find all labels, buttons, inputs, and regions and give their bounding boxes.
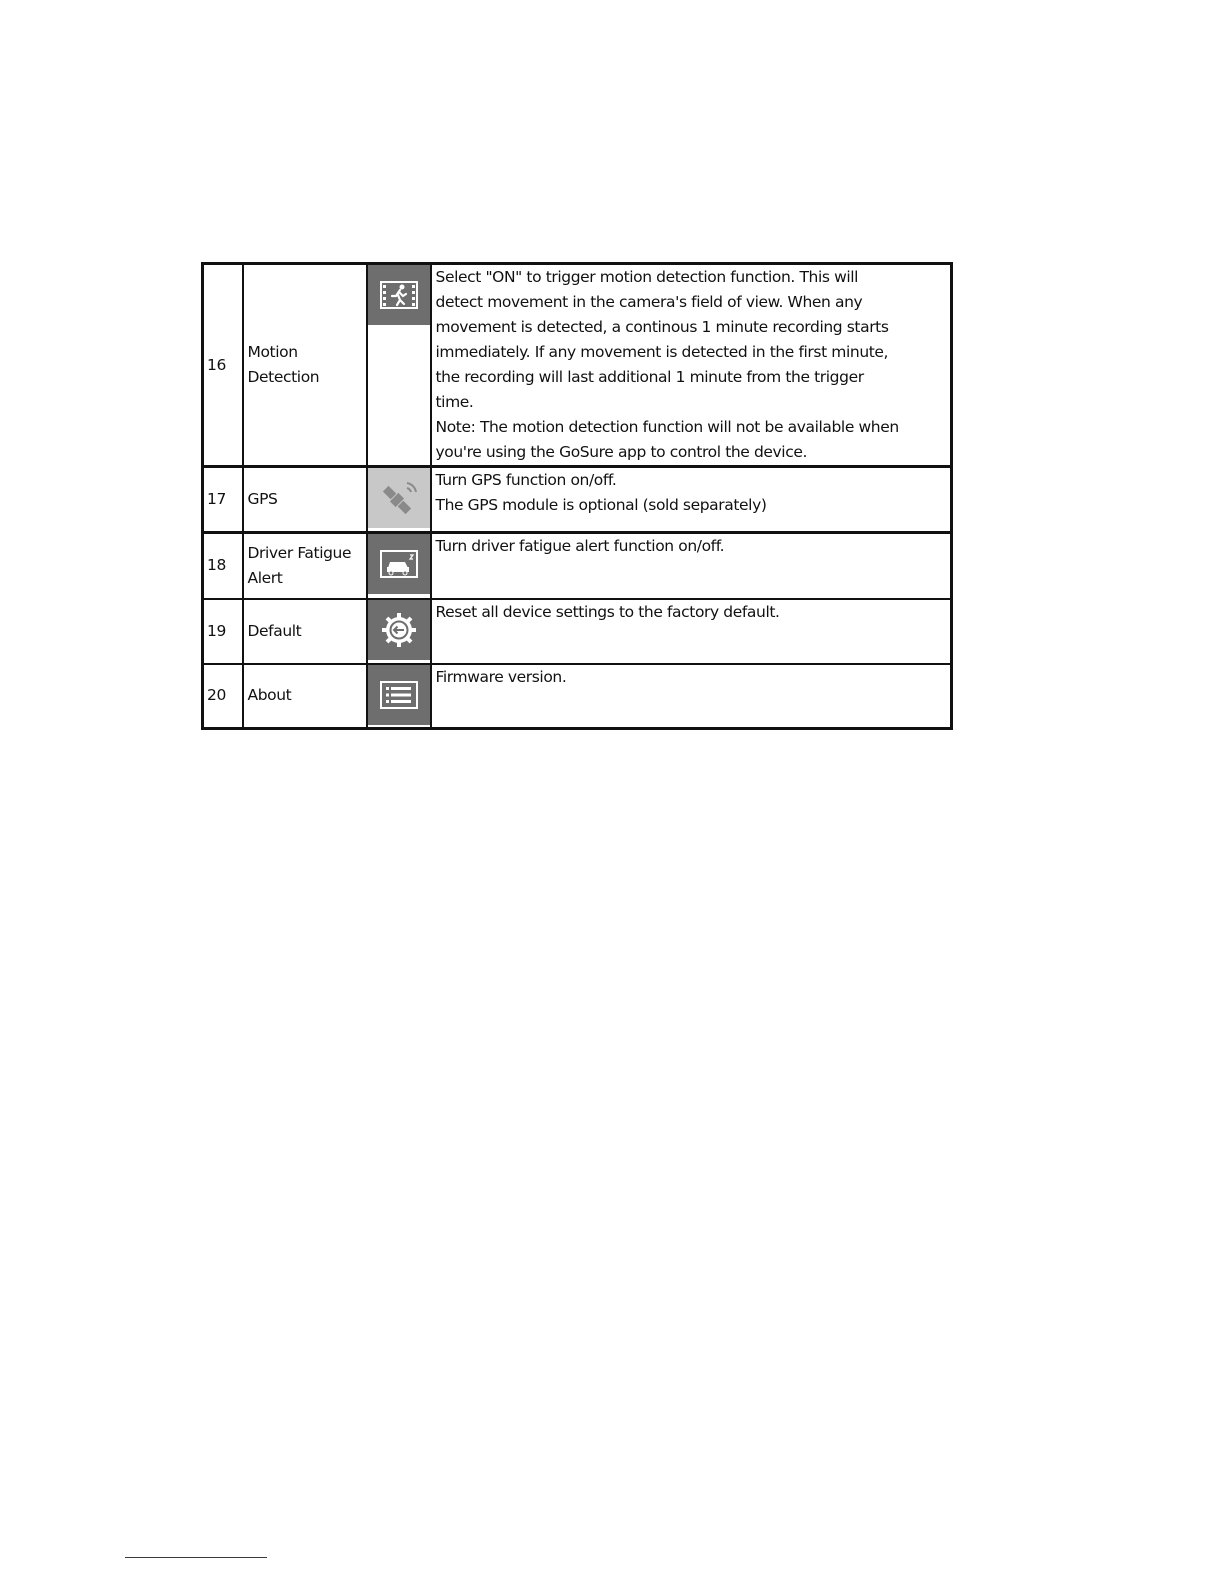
footnote-separator [125, 1557, 267, 1558]
setting-description: Turn GPS function on/off. The GPS module is optional (sold separately) [431, 467, 952, 533]
row-number: 19 [203, 599, 243, 664]
setting-description: Firmware version. [431, 664, 952, 729]
setting-description: Turn driver fatigue alert function on/off. [431, 533, 952, 599]
setting-name: Motion Detection [243, 264, 367, 467]
table-row [203, 467, 952, 533]
driver-fatigue-icon [368, 534, 430, 594]
table-row [203, 533, 952, 599]
setting-name: Default [243, 599, 367, 664]
reset-default-icon [368, 600, 430, 660]
settings-table [201, 262, 953, 730]
table-row [203, 599, 952, 664]
setting-description: Reset all device settings to the factory default. [431, 599, 952, 664]
row-number: 18 [203, 533, 243, 599]
about-list-icon [368, 665, 430, 725]
row-number: 16 [203, 264, 243, 467]
row-number: 20 [203, 664, 243, 729]
setting-name: Driver Fatigue Alert [243, 533, 367, 599]
setting-name: About [243, 664, 367, 729]
setting-name: GPS [243, 467, 367, 533]
table-row [203, 664, 952, 729]
motion-detection-icon [368, 265, 430, 325]
table-row [203, 264, 952, 467]
setting-description: Select "ON" to trigger motion detection function. This will detect movement in the camera's field of view. When any movement is detected, a continous 1 minute recording starts immediately. If any movement is detected in the first minute, the recording will last additional 1 minute from the trigger time. Note: The motion detection function will not be available when you're using the GoSure app to control the device. [431, 264, 952, 467]
row-number: 17 [203, 467, 243, 533]
gps-satellite-icon [368, 468, 430, 528]
